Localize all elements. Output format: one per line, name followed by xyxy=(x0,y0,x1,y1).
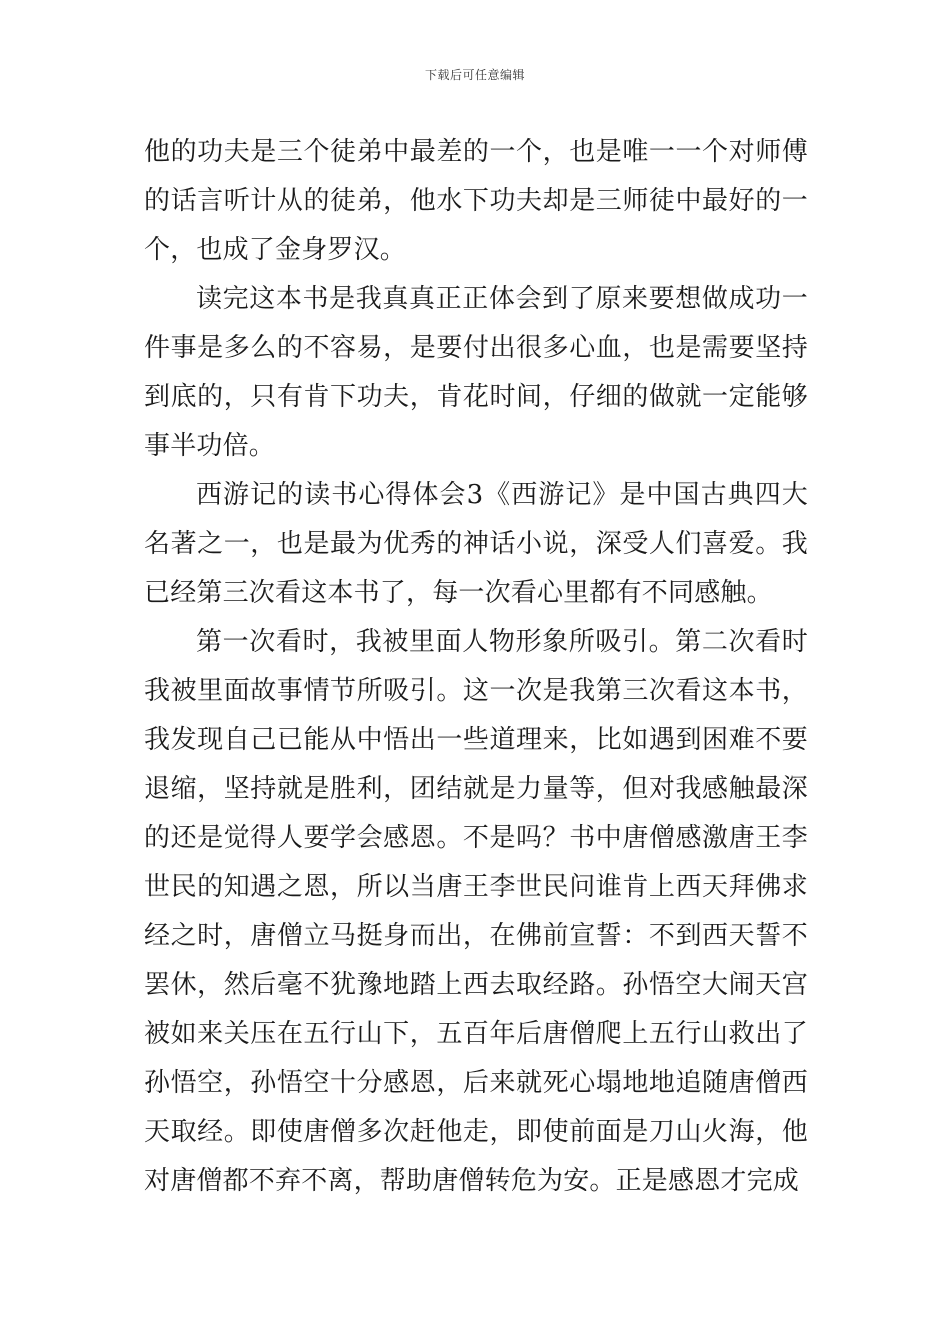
paragraph-gratitude: 第一次看时，我被里面人物形象所吸引。第二次看时我被里面故事情节所吸引。这一次是我第三次看这本书，我发现自己已能从中悟出一些道理来，比如遇到困难不要退缩，坚持就是胜利，团结就是力量等，但对我感触最深的还是觉得人要学会感恩。不是吗？书中唐僧感激唐王李世民的知遇之恩，所以当唐王李世民问谁肯上西天拜佛求经之时，唐僧立马挺身而出，在佛前宣誓：不到西天誓不罢休，然后毫不犹豫地踏上西去取经路。孙悟空大闹天宫被如来关压在五行山下，五百年后唐僧爬上五行山救出了孙悟空，孙悟空十分感恩，后来就死心塌地地追随唐僧西天取经。即使唐僧多次赶他走，即使前面是刀山火海，他对唐僧都不弃不离，帮助唐僧转危为安。正是感恩才完成 xyxy=(144,627,808,1196)
document-body xyxy=(144,128,808,1206)
page-header-note: 下载后可任意编辑 xyxy=(424,68,525,82)
paragraph-continuation: 他的功夫是三个徒弟中最差的一个，也是唯一一个对师傅的话言听计从的徒弟，他水下功夫却是三师徒中最好的一个，也成了金身罗汉。 xyxy=(144,137,808,265)
paragraph-reflection: 读完这本书是我真真正正体会到了原来要想做成功一件事是多么的不容易，是要付出很多心血，也是需要坚持到底的，只有肯下功夫，肯花时间，仔细的做就一定能够事半功倍。 xyxy=(144,284,808,461)
paragraph-essay-intro: 西游记的读书心得体会3《西游记》是中国古典四大名著之一，也是最为优秀的神话小说，深受人们喜爱。我已经第三次看这本书了，每一次看心里都有不同感触。 xyxy=(144,480,808,608)
